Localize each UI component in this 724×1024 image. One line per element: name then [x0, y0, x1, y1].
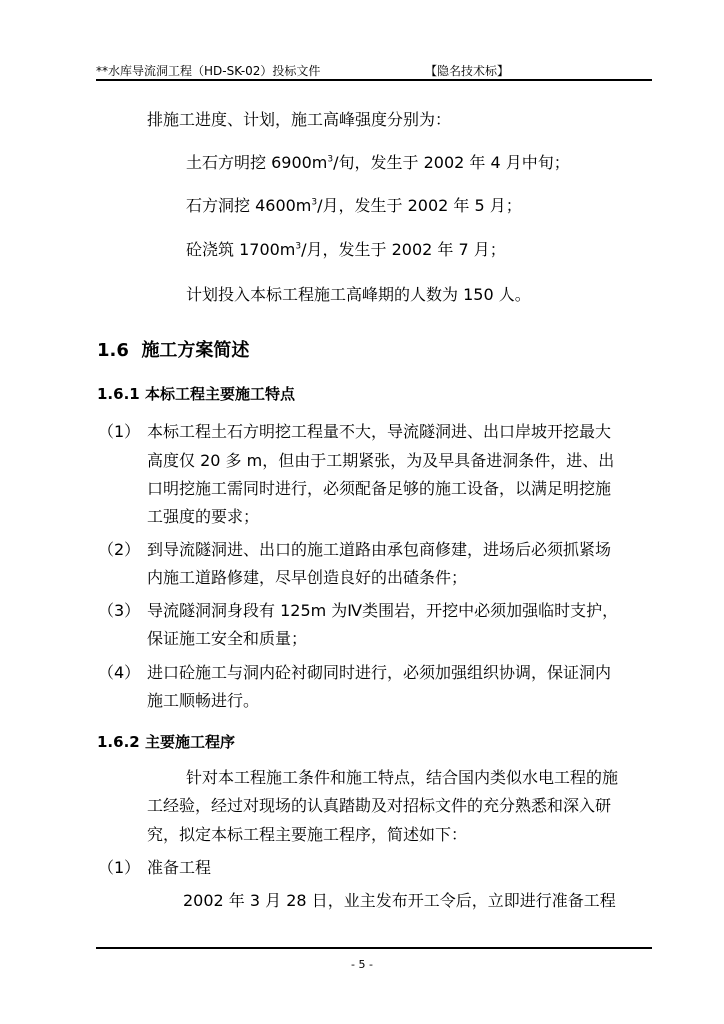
- paragraph-line: 2002 年 3 月 28 日，业主发布开工令后，立即进行准备工程: [183, 891, 616, 910]
- item-text: 准备工程: [147, 858, 212, 877]
- item-text: 高度仅 20 多 m，但由于工期紧张，为及早具备进洞条件，进、出: [147, 451, 615, 470]
- item-number: （2）: [98, 540, 141, 559]
- header-title: **水库导流洞工程（HD-SK-02）投标文件: [96, 64, 321, 78]
- peak-line-1: 土石方明挖 $6900m^3/$旬，发生于 2002 年 4 月中旬；: [186, 153, 570, 172]
- item-text: 口明挖施工需同时进行，必须配备足够的施工设备，以满足明挖施: [147, 479, 612, 498]
- item-text: 内施工道路修建，尽早创造良好的出碴条件；: [147, 568, 468, 587]
- item-text: 施工顺畅进行。: [147, 691, 260, 710]
- peak-line-2: 石方洞挖 $4600m^3/$月，发生于 2002 年 5 月；: [186, 196, 522, 215]
- item-number: （1）: [98, 858, 141, 877]
- paragraph-line: 针对本工程施工条件和施工特点，结合国内类似水电工程的施: [186, 768, 619, 787]
- peak-people: 计划投入本标工程施工高峰期的人数为 150 人。: [186, 285, 531, 304]
- header-tag: 【隐名技术标】: [425, 64, 510, 78]
- paragraph-line: 究，拟定本标工程主要施工程序，简述如下：: [147, 825, 468, 844]
- item-number: （1）: [98, 422, 141, 441]
- item-text: 工强度的要求；: [147, 507, 260, 526]
- item-text: 到导流隧洞进、出口的施工道路由承包商修建，进场后必须抓紧场: [147, 540, 612, 559]
- subsection-heading-1: 1.6.1 本标工程主要施工特点: [97, 385, 295, 403]
- paragraph-line: 工经验，经过对现场的认真踏勘及对招标文件的充分熟悉和深入研: [147, 796, 612, 815]
- page-number: - 5 -: [351, 958, 373, 971]
- section-heading: 1.6 施工方案简述: [97, 340, 250, 361]
- intro-text: 排施工进度、计划，施工高峰强度分别为：: [147, 110, 452, 129]
- item-number: （4）: [98, 663, 141, 682]
- item-text: 进口砼施工与洞内砼衬砌同时进行，必须加强组织协调，保证洞内: [147, 663, 612, 682]
- header-rule: [96, 79, 652, 81]
- peak-line-3: 砼浇筑 $1700m^3/$月，发生于 2002 年 7 月；: [186, 240, 506, 259]
- item-text: 本标工程土石方明挖工程量不大，导流隧洞进、出口岸坡开挖最大: [147, 422, 612, 441]
- item-number: （3）: [98, 601, 141, 620]
- item-text: 保证施工安全和质量；: [147, 629, 308, 648]
- footer-rule: [96, 947, 652, 949]
- item-text: 导流隧洞洞身段有 125m 为Ⅳ类围岩，开挖中必须加强临时支护，: [147, 601, 619, 620]
- subsection-heading-2: 1.6.2 主要施工程序: [97, 733, 235, 751]
